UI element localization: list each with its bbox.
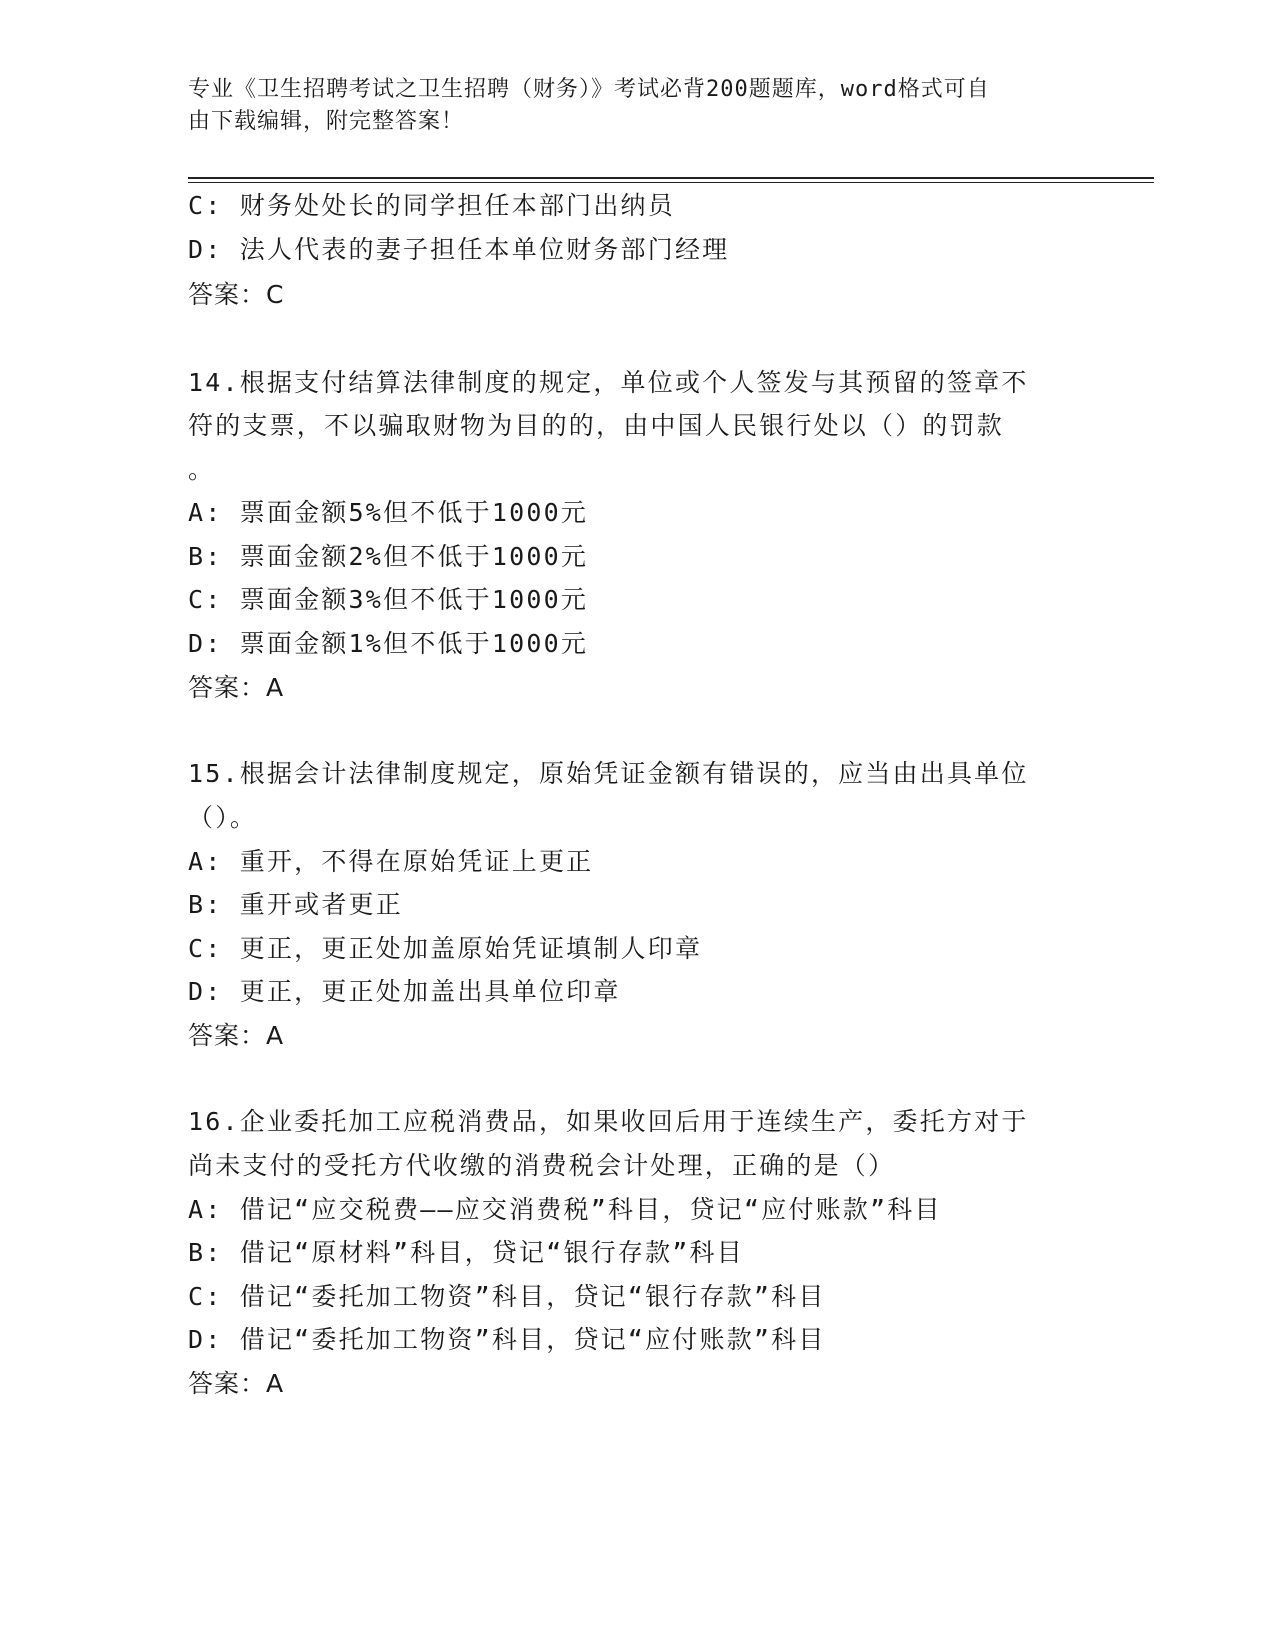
header-line-2: 由下载编辑，附完整答案！ xyxy=(188,109,465,134)
q15-option-d: D: 更正，更正处加盖出具单位印章 xyxy=(188,977,621,1006)
q13-option-d: D: 法人代表的妻子担任本单位财务部门经理 xyxy=(188,235,730,264)
header-divider-thin xyxy=(188,182,1154,183)
q16-option-d: D: 借记“委托加工物资”科目，贷记“应付账款”科目 xyxy=(188,1325,826,1354)
document-header xyxy=(188,74,1068,138)
header-divider-thick xyxy=(188,177,1154,179)
q14-answer: 答案：A xyxy=(188,673,285,702)
q14-stem-line-3: 。 xyxy=(188,455,216,484)
q15-stem-line-1: 15.根据会计法律制度规定，原始凭证金额有错误的，应当由出具单位 xyxy=(188,759,1029,788)
q15-stem-line-2: （）。 xyxy=(188,803,258,832)
q13-option-c: C: 财务处处长的同学担任本部门出纳员 xyxy=(188,191,675,220)
q16-stem-line-1: 16.企业委托加工应税消费品，如果收回后用于连续生产，委托方对于 xyxy=(188,1107,1029,1136)
q14-stem-line-2: 符的支票，不以骗取财物为目的的，由中国人民银行处以（）的罚款 xyxy=(188,411,1005,440)
q16-answer: 答案：A xyxy=(188,1369,285,1398)
q16-option-c: C: 借记“委托加工物资”科目，贷记“银行存款”科目 xyxy=(188,1282,826,1311)
q14-stem-line-1: 14.根据支付结算法律制度的规定，单位或个人签发与其预留的签章不 xyxy=(188,368,1029,397)
q16-option-b: B: 借记“原材料”科目，贷记“银行存款”科目 xyxy=(188,1238,744,1267)
q15-option-a: A: 重开，不得在原始凭证上更正 xyxy=(188,847,594,876)
q15-answer: 答案：A xyxy=(188,1021,285,1050)
q15-option-c: C: 更正，更正处加盖原始凭证填制人印章 xyxy=(188,934,703,963)
q14-option-d: D: 票面金额1%但不低于1000元 xyxy=(188,629,589,658)
q16-option-a: A: 借记“应交税费——应交消费税”科目，贷记“应付账款”科目 xyxy=(188,1195,942,1224)
q14-option-c: C: 票面金额3%但不低于1000元 xyxy=(188,585,589,614)
q14-option-a: A: 票面金额5%但不低于1000元 xyxy=(188,498,589,527)
q14-option-b: B: 票面金额2%但不低于1000元 xyxy=(188,542,589,571)
q16-stem-line-2: 尚未支付的受托方代收缴的消费税会计处理，正确的是（） xyxy=(188,1151,896,1180)
q15-option-b: B: 重开或者更正 xyxy=(188,890,403,919)
header-line-1: 专业《卫生招聘考试之卫生招聘（财务）》考试必背200题题库，word格式可自 xyxy=(188,77,990,102)
q13-answer: 答案：C xyxy=(188,280,285,309)
